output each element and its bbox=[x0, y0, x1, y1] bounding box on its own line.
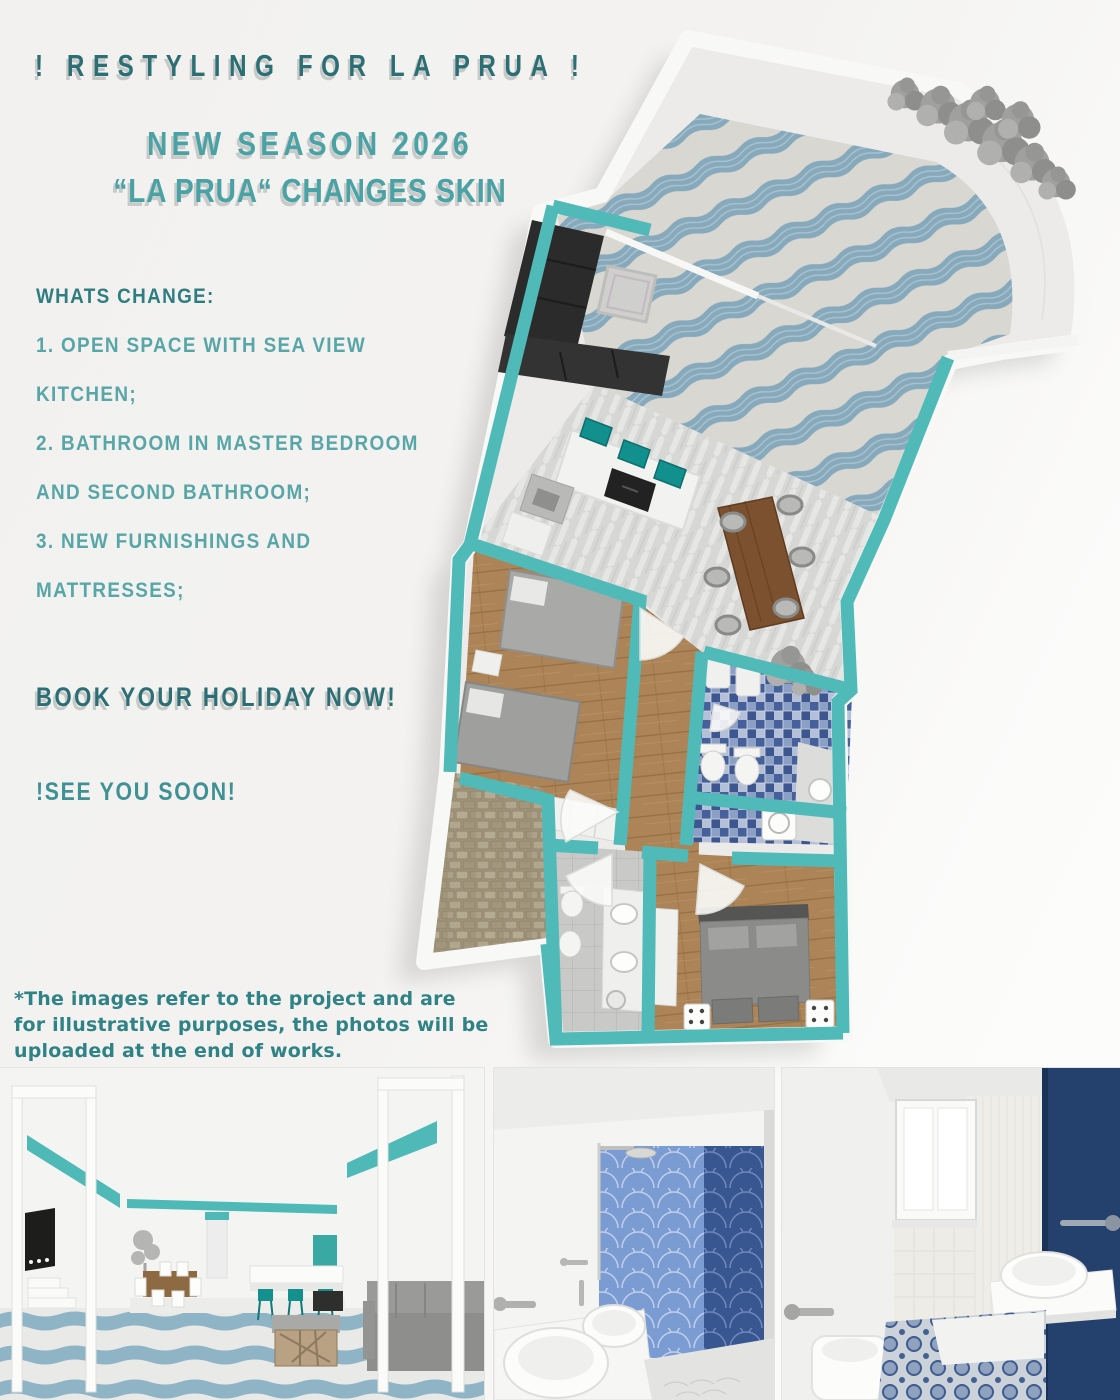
back-doorway bbox=[207, 1215, 227, 1278]
photo-living-room bbox=[0, 1068, 484, 1400]
whats-change-heading: WHATS CHANGE: bbox=[36, 284, 215, 308]
poster-title: ! RESTYLING FOR LA PRUA ! bbox=[35, 48, 588, 83]
window bbox=[892, 1100, 978, 1228]
photo-living-room-art bbox=[0, 1068, 484, 1400]
photo-navy-bathroom bbox=[782, 1068, 1120, 1400]
navy-accent-wall bbox=[1042, 1068, 1120, 1400]
change-item-1-line-2: KITCHEN; bbox=[36, 382, 137, 406]
change-item-3-line-2: MATTRESSES; bbox=[36, 578, 185, 602]
wainscot-tiles bbox=[894, 1228, 974, 1321]
scale-tile-wall-dark bbox=[704, 1146, 764, 1358]
driftwood-table bbox=[272, 1315, 340, 1366]
change-item-2-line-1: 2. BATHROOM IN MASTER BEDROOM bbox=[36, 431, 419, 455]
photo-shower-bathroom-art bbox=[494, 1068, 774, 1400]
rug bbox=[598, 266, 656, 322]
change-item-3-line-1: 3. NEW FURNISHINGS AND bbox=[36, 529, 312, 553]
shower-tray bbox=[932, 1312, 1044, 1365]
disclaimer-line-2: for illustrative purposes, the photos will be bbox=[14, 1014, 489, 1036]
change-item-1-line-1: 1. OPEN SPACE WITH SEA VIEW bbox=[36, 333, 366, 357]
disclaimer-line-1: *The images refer to the project and are bbox=[14, 988, 456, 1010]
photo-shower-bathroom bbox=[494, 1068, 774, 1400]
subtitle-line-1: NEW SEASON 2026 bbox=[147, 125, 473, 162]
subtitle-line-2: “LA PRUA“ CHANGES SKIN bbox=[113, 172, 507, 209]
photo-navy-bathroom-art bbox=[782, 1068, 1120, 1400]
see-you-soon-text: !SEE YOU SOON! bbox=[36, 778, 237, 806]
disclaimer-line-3: uploaded at the end of works. bbox=[14, 1040, 343, 1062]
dark-armchair bbox=[313, 1291, 343, 1311]
book-now-text: BOOK YOUR HOLIDAY NOW! bbox=[36, 682, 398, 712]
change-item-2-line-2: AND SECOND BATHROOM; bbox=[36, 480, 312, 504]
